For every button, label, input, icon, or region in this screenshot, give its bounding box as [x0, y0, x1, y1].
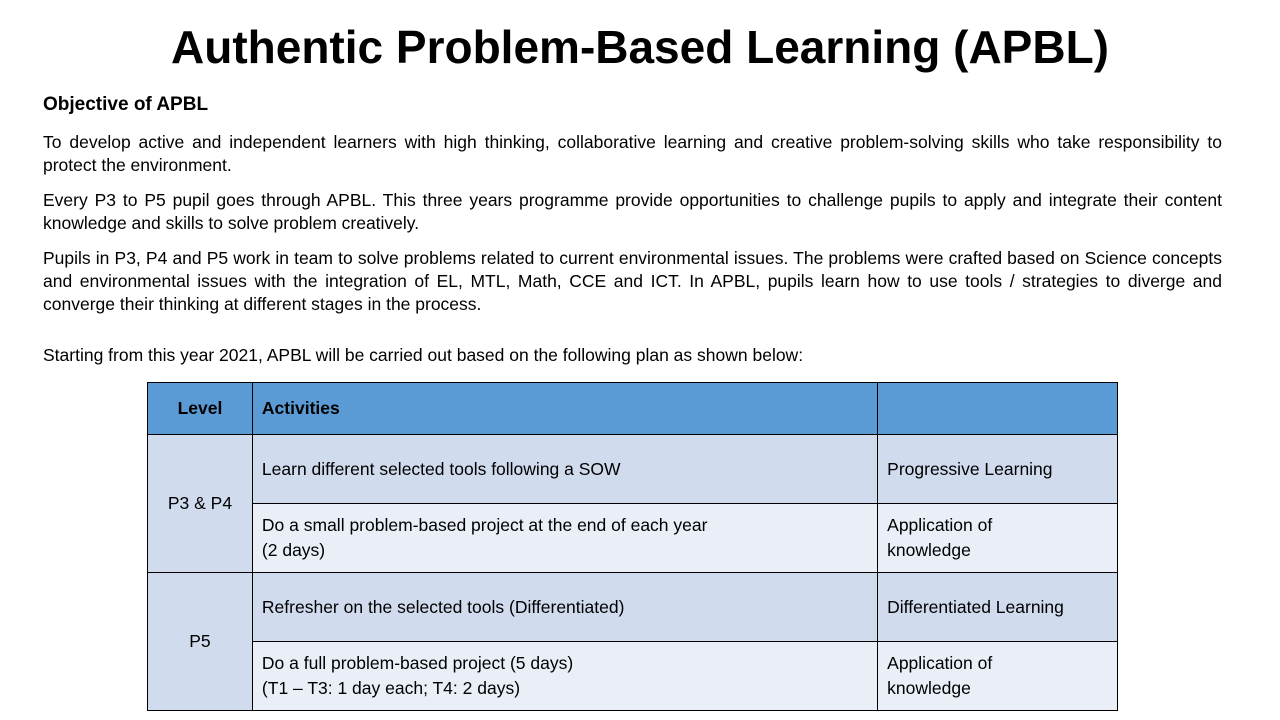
table-row [148, 642, 1118, 711]
outcome-subtext: knowledge [887, 540, 971, 560]
header-activities: Activities [252, 383, 877, 435]
table-row [148, 573, 1118, 642]
activity-cell [252, 435, 877, 504]
activity-text: Refresher on the selected tools (Differentiated) [261, 596, 625, 617]
objective-heading: Objective of APBL [43, 94, 209, 115]
outcome-cell [878, 504, 1118, 573]
slide-title: Authentic Problem-Based Learning (APBL) [171, 21, 1109, 73]
activity-text: Learn different selected tools following a SOW [261, 458, 621, 479]
activity-text: Do a small problem-based project at the end of each year [261, 515, 708, 535]
programme-paragraph: Every P3 to P5 pupil goes through APBL. This three years programme provide opportunities to challenge pupils to apply and integrate their content knowledge and skills to solve problem creatively. [43, 190, 1222, 233]
activity-cell [252, 642, 877, 711]
table-header-row [148, 383, 1118, 435]
table-row [148, 504, 1118, 573]
table-row [148, 435, 1118, 504]
outcome-cell: Differentiated Learning [878, 573, 1118, 642]
apbl-plan-table [147, 382, 1118, 711]
outcome-subtext: knowledge [887, 678, 971, 698]
activity-subtext: (T1 – T3: 1 day each; T4: 2 days) [261, 678, 521, 698]
outcome-text: Application of [887, 515, 993, 535]
header-level: Level [148, 383, 253, 435]
outcome-text: Application of [887, 653, 993, 673]
outcome-cell [878, 642, 1118, 711]
plan-intro: Starting from this year 2021, APBL will be carried out based on the following plan as shown below: [43, 345, 804, 365]
activity-cell [252, 504, 877, 573]
header-outcome [878, 383, 1118, 435]
activity-subtext: (2 days) [261, 540, 326, 560]
activity-cell [252, 573, 877, 642]
level-cell-p5: P5 [148, 573, 253, 711]
outcome-cell: Progressive Learning [878, 435, 1118, 504]
teamwork-paragraph: Pupils in P3, P4 and P5 work in team to solve problems related to current environmental issues. The problems were crafted based on Science concepts and environmental issues with the integration of EL, MTL, Math, CCE and ICT. In APBL, pupils learn how to use tools / strategies to diverge and converge their thinking at different stages in the process. [43, 248, 1222, 314]
objective-paragraph: To develop active and independent learners with high thinking, collaborative learning and creative problem-solving skills who take responsibility to protect the environment. [43, 132, 1222, 175]
slide-body [43, 93, 1222, 367]
level-cell-p3-p4: P3 & P4 [148, 435, 253, 573]
activity-text: Do a full problem-based project (5 days) [261, 653, 574, 673]
